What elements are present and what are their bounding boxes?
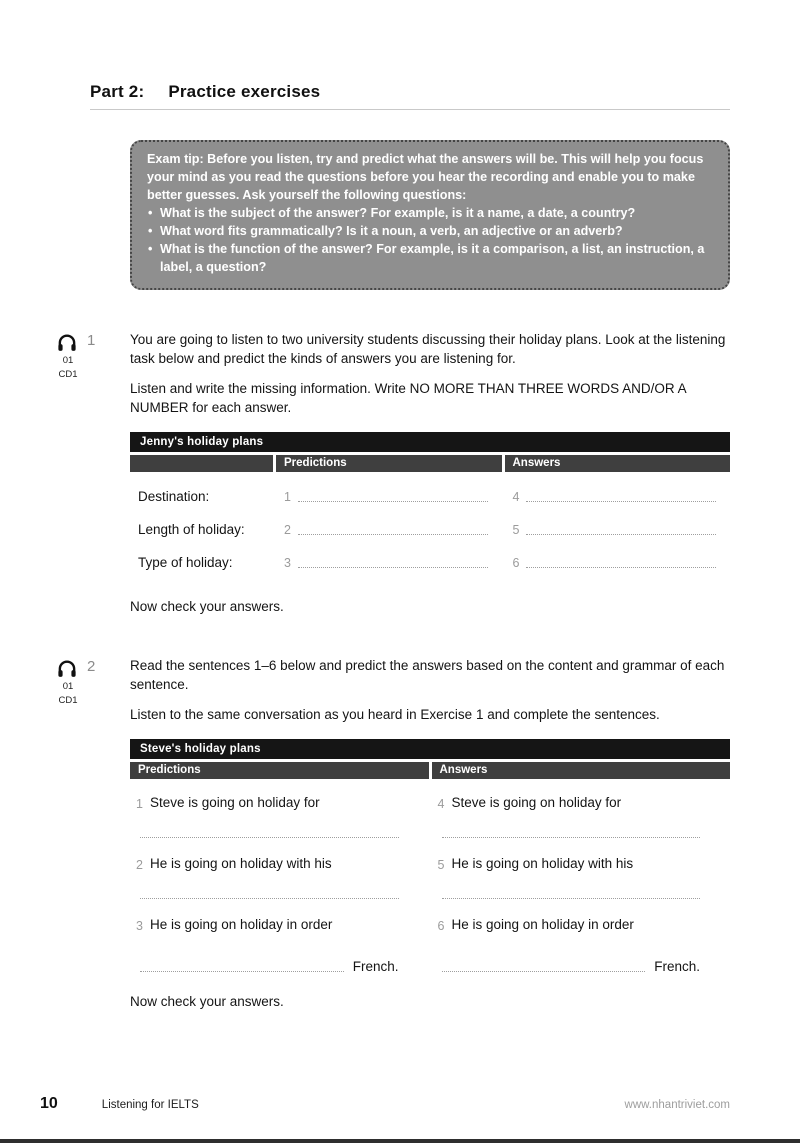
exam-tip-box xyxy=(130,140,730,290)
exam-tip-bullets xyxy=(147,205,713,276)
check-answers-note: Now check your answers. xyxy=(130,598,284,614)
header-cell-answers: Answers xyxy=(432,762,731,779)
prediction-blank-3: 3 xyxy=(276,552,502,572)
jenny-holiday-table xyxy=(130,432,730,579)
exercise-number: 1 xyxy=(87,331,96,349)
header-cell-answers: Answers xyxy=(505,455,731,472)
answer-item-6: 6 He is going on holiday in order French. xyxy=(437,916,700,974)
table-body xyxy=(130,480,730,579)
header-cell-predictions: Predictions xyxy=(276,455,502,472)
table-title: Steve's holiday plans xyxy=(130,739,730,759)
exercise-1-task: Listen and write the missing information. Write NO MORE THAN THREE WORDS AND/OR A NUMBER for each answer. xyxy=(130,380,686,415)
exam-tip-bullet: • What is the function of the answer? For example, is it a comparison, a list, an instruction, a label, a question? xyxy=(147,241,713,277)
cd-label: CD1 xyxy=(58,694,78,706)
answer-item-5: 5 He is going on holiday with his xyxy=(432,840,731,901)
prediction-item-3: 3 He is going on holiday in order French. xyxy=(136,916,399,974)
header-cell-predictions: Predictions xyxy=(130,762,429,779)
book-title: Listening for IELTS xyxy=(101,1099,199,1111)
answer-blank-4: 4 xyxy=(505,486,731,506)
track-number: 01 xyxy=(62,354,74,366)
row-label: Length of holiday: xyxy=(138,521,245,537)
headphones-icon xyxy=(56,658,78,680)
exercise-number: 2 xyxy=(87,657,96,675)
table-row xyxy=(130,480,730,513)
table-title: Jenny's holiday plans xyxy=(130,432,730,452)
sentence-text: He is going on holiday in order xyxy=(451,916,634,932)
answer-item-4: 4 Steve is going on holiday for xyxy=(432,779,731,840)
answer-line xyxy=(140,971,344,972)
sentence-text: Steve is going on holiday for xyxy=(150,794,320,810)
prediction-blank-1: 1 xyxy=(276,486,502,506)
cd-label: CD1 xyxy=(58,368,78,380)
exercise-1 xyxy=(58,330,730,614)
answer-line xyxy=(526,567,716,568)
page-bottom-edge xyxy=(0,1139,800,1143)
sentence-text: He is going on holiday in order xyxy=(150,916,333,932)
answer-blank-5: 5 xyxy=(505,519,731,539)
table-header-row xyxy=(130,455,730,472)
exercise-2 xyxy=(58,656,730,1009)
answer-line xyxy=(526,534,716,535)
table-row xyxy=(130,513,730,546)
header-cell-empty xyxy=(130,455,273,472)
exam-tip-bullet: • What word fits grammatically? Is it a noun, a verb, an adjective or an adverb? xyxy=(147,223,713,241)
sentence-text: Steve is going on holiday for xyxy=(451,794,622,810)
title-divider xyxy=(90,109,730,110)
row-label: Destination: xyxy=(138,488,210,504)
steve-holiday-table xyxy=(130,739,730,974)
exam-tip-bullet: • What is the subject of the answer? For example, is it a name, a date, a country? xyxy=(147,205,713,223)
textbook-page xyxy=(0,82,800,1143)
prediction-blank-2: 2 xyxy=(276,519,502,539)
page-title xyxy=(90,82,730,102)
prediction-item-1: 1 Steve is going on holiday for xyxy=(130,779,429,840)
sentence-tail: French. xyxy=(654,958,700,974)
page-title-rest: Practice exercises xyxy=(168,82,321,101)
sentence-tail: French. xyxy=(352,958,399,974)
headphones-icon xyxy=(56,332,78,354)
table-body xyxy=(130,779,730,974)
exam-tip-label: Exam tip: xyxy=(147,152,204,166)
sentence-text: He is going on holiday with his xyxy=(451,855,634,871)
exercise-1-audio-marker xyxy=(56,332,104,380)
sentence-text: He is going on holiday with his xyxy=(150,855,332,871)
page-footer xyxy=(40,1095,730,1113)
check-answers-note: Now check your answers. xyxy=(130,993,284,1009)
publisher-website: www.nhantriviet.com xyxy=(624,1099,730,1111)
answer-line xyxy=(140,898,399,899)
page-title-part: Part 2: xyxy=(90,82,145,101)
page-number: 10 xyxy=(40,1095,58,1112)
answer-line xyxy=(298,567,488,568)
answer-line xyxy=(298,534,488,535)
track-number: 01 xyxy=(62,680,74,692)
exercise-2-audio-marker xyxy=(56,658,104,706)
exam-tip-intro: Before you listen, try and predict what the answers will be. This will help you focus your mind as you read the questions before you hear the recording and enable you to make better guesses. Ask yourself the following questions: xyxy=(147,152,704,202)
row-label: Type of holiday: xyxy=(138,554,233,570)
answer-line xyxy=(442,837,701,838)
exercise-2-instructions: Read the sentences 1–6 below and predict the answers based on the content and grammar of each sentence. xyxy=(130,657,725,692)
answer-line xyxy=(442,898,701,899)
exercise-2-task: Listen to the same conversation as you heard in Exercise 1 and complete the sentences. xyxy=(130,706,660,722)
exercise-1-instructions: You are going to listen to two university students discussing their holiday plans. Look at the listening task below and predict the kinds of answers you are listening for. xyxy=(130,331,726,366)
answer-line xyxy=(526,501,716,502)
prediction-item-2: 2 He is going on holiday with his xyxy=(130,840,429,901)
table-row xyxy=(130,546,730,579)
answer-line xyxy=(442,971,646,972)
answer-line xyxy=(140,837,399,838)
answer-blank-6: 6 xyxy=(505,552,731,572)
table-header-row xyxy=(130,762,730,779)
answer-line xyxy=(298,501,488,502)
